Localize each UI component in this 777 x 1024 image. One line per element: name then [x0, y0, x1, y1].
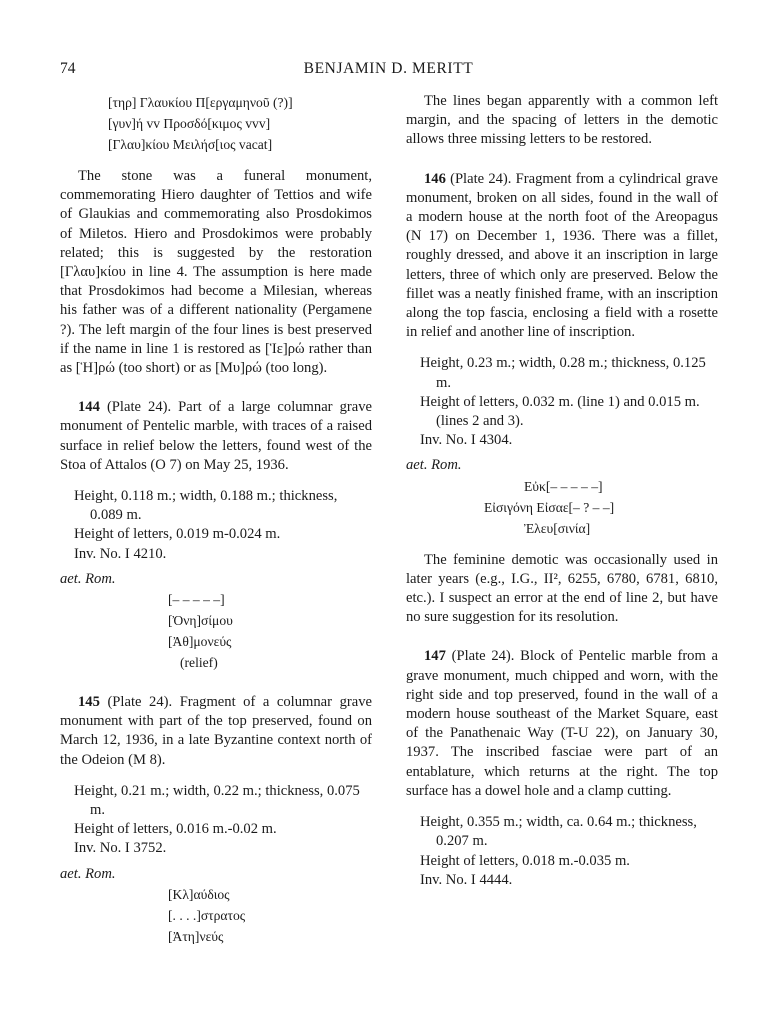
inscription-line: Εἰσιγόνη Εἰσαε[– ? – –]	[484, 499, 615, 515]
entry-146	[406, 170, 718, 343]
measurement-line: Height of letters, 0.019 m-0.024 m.	[74, 526, 281, 543]
inscription-line: [. . . .]στρατος	[168, 907, 246, 923]
entry-description: (Plate 24). Block of Pentelic marble from a grave monument, much chipped and worn, with the right side and top preserved, found in the wall of a modern house southeast of the Market Square, east of the Panathenaic Way (T-U 22), on January 30, 1937. The inscribed fasciae were part of an entablature, which returns at the right. The top surface has a dowel hole and a clamp cutting.	[406, 648, 718, 799]
entry-145-measurements	[74, 782, 372, 859]
measurement-line: Height, 0.21 m.; width, 0.22 m.; thickness, 0.075 m.	[74, 782, 360, 819]
entry-147	[406, 647, 718, 801]
measurement-line: Height of letters, 0.032 m. (line 1) and 0.015 m. (lines 2 and 3).	[420, 393, 700, 430]
entry-description: (Plate 24). Fragment of a columnar grave monument with part of the top preserved, found on March 12, 1936, in a late Byzantine context north of the Odeion (M 8).	[60, 694, 372, 768]
date-label: aet. Rom.	[60, 865, 116, 882]
inscription-line: [Ἀτη]νεύς	[168, 928, 224, 944]
inscription-line: [τηρ] Γλαυκίου Π[εργαμηνοῦ (?)]	[108, 95, 293, 110]
measurement-line: Height of letters, 0.016 m.-0.02 m.	[74, 821, 277, 838]
measurement-line: Height, 0.23 m.; width, 0.28 m.; thickness, 0.125 m.	[420, 355, 706, 391]
inscription-line: Εὐκ[– – – – –]	[524, 478, 603, 494]
date-label: aet. Rom.	[406, 457, 462, 474]
page-header	[0, 60, 777, 82]
running-head: BENJAMIN D. MERITT	[303, 60, 474, 77]
entry-144-measurements	[74, 487, 372, 564]
inscription-143-continued	[108, 92, 372, 155]
entry-description: (Plate 24). Fragment from a cylindrical grave monument, broken on all sides, found in the wall of a modern house at the north foot of the Areopagus (N 17) on December 1, 1936. There was a fillet, roughly dressed, and above it an inscription in large letters, three of which only are preserved. Below the fillet was a neatly finished frame, with an inscription along the top fascia, enclosing a field with a rosette in relief and another line of inscription.	[406, 170, 718, 341]
entry-145	[60, 693, 372, 770]
measurement-line: Inv. No. I 4304.	[420, 432, 513, 449]
entry-number: 145	[78, 694, 100, 711]
entry-147-measurements	[420, 813, 718, 890]
inscription-line: [– – – – –]	[168, 592, 225, 608]
measurement-line: Inv. No. I 3752.	[74, 840, 167, 857]
measurement-line: Inv. No. I 4444.	[420, 871, 513, 888]
commentary-paragraph: The stone was a funeral monument, commemorating Hiero daughter of Tettios and wife of Glaukias and commemorating also Prosdokimos of Miletos. Hiero and Prosdokimos were probably related; this is suggested by the restoration [Γλαυ]κίου in line 4. The assumption is here made that Prosdokimos had become a Milesian, whereas his father was of a different nationality (Pergamene ?). The left margin of the four lines is best preserved if the name in line 1 is restored as [Ἱε]ρώ rather than as [Ἡ]ρώ (too short) or as [Μυ]ρώ (too long).	[60, 168, 372, 377]
right-column	[406, 92, 718, 890]
inscription-146	[484, 476, 718, 539]
entry-number: 146	[424, 170, 446, 187]
inscription-line: [Κλ]αύδιος	[168, 886, 230, 902]
measurement-line: Height, 0.355 m.; width, ca. 0.64 m.; thickness, 0.207 m.	[420, 814, 697, 850]
inscription-145	[168, 884, 372, 947]
inscription-144	[168, 589, 372, 673]
measurement-line: Height, 0.118 m.; width, 0.188 m.; thickness, 0.089 m.	[74, 488, 338, 524]
entry-number: 144	[78, 399, 100, 416]
inscription-line: [γυν]ή vv Προσδό[κιμος vvv]	[108, 116, 271, 131]
date-label: aet. Rom.	[60, 570, 116, 587]
entry-144	[60, 398, 372, 475]
inscription-line: Ἐλευ[σινία]	[524, 520, 591, 536]
measurement-line: Height of letters, 0.018 m.-0.035 m.	[420, 852, 630, 869]
inscription-line: [Ἀθ]μονεύς	[168, 634, 232, 650]
inscription-line: [Γλαυ]κίου Μειλήσ[ιος vacat]	[108, 137, 273, 152]
page-number: 74	[60, 60, 76, 77]
entry-description: (Plate 24). Part of a large columnar grave monument of Pentelic marble, with traces of a raised surface in relief below the letters, found west of the Stoa of Attalos (O 7) on May 25, 1936.	[60, 399, 372, 473]
inscription-line: (relief)	[180, 655, 218, 671]
inscription-line: [Ὀνη]σίμου	[168, 613, 233, 629]
measurement-line: Inv. No. I 4210.	[74, 545, 167, 562]
left-column	[60, 92, 372, 947]
commentary-paragraph: The feminine demotic was occasionally used in later years (e.g., I.G., II², 6255, 6780, 6781, 6810, etc.). I suspect an error at the end of line 2, but have no sure suggestion for its resolution.	[406, 551, 718, 626]
entry-number: 147	[424, 648, 446, 665]
commentary-paragraph: The lines began apparently with a common left margin, and the spacing of letters in the demotic allows three missing letters to be restored.	[406, 93, 718, 148]
entry-146-measurements	[420, 354, 718, 450]
